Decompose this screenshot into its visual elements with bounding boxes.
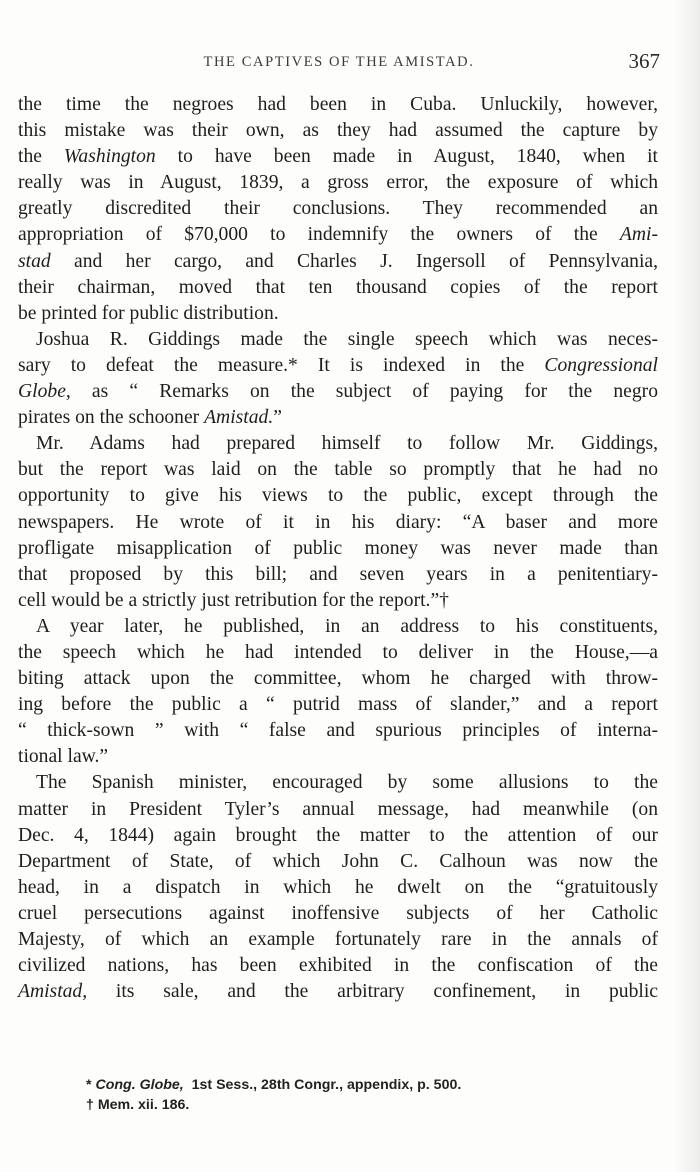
- text-run: A year later, he published, in an address to his constituents,: [36, 615, 658, 637]
- text-line: [18, 301, 658, 327]
- text-run: pirates on the schooner: [18, 407, 205, 429]
- text-line: [18, 979, 658, 1005]
- italic-text: Ami-: [619, 224, 658, 246]
- text-line: [18, 379, 658, 405]
- text-run: the speech which he had intended to deliver in the House,—a: [18, 641, 658, 663]
- text-line: [18, 562, 658, 588]
- text-line: [18, 744, 658, 770]
- text-run: really was in August, 1839, a gross error, the exposure of which: [18, 172, 658, 194]
- text-line: [18, 927, 658, 953]
- text-line: [18, 222, 658, 248]
- text-line: [18, 823, 658, 849]
- text-line: [18, 353, 658, 379]
- italic-text: Amistad.: [204, 407, 274, 429]
- text-run: and her cargo, and Charles J. Ingersoll of Pennsylvania,: [50, 250, 658, 272]
- text-run: cell would be a strictly just retribution for the report.”†: [18, 589, 449, 611]
- text-line: [18, 457, 658, 483]
- text-line: [18, 614, 658, 640]
- text-run: profligate misapplication of public money was never made than: [18, 537, 658, 559]
- text-line: [18, 327, 658, 353]
- text-run: Joshua R. Giddings made the single speech which was neces-: [36, 328, 658, 350]
- text-line: [18, 249, 658, 275]
- footnote-1-rest: 1st Sess., 28th Congr., appendix, p. 500.: [183, 1077, 462, 1093]
- text-line: [18, 640, 658, 666]
- text-line: [18, 588, 658, 614]
- text-run: The Spanish minister, encouraged by some allusions to the: [36, 772, 658, 794]
- text-run: Mr. Adams had prepared himself to follow Mr. Giddings,: [36, 433, 658, 455]
- text-run: to have been made in August, 1840, when it: [155, 146, 658, 168]
- italic-text: Congressional: [544, 354, 658, 376]
- footnote-1: [86, 1075, 461, 1095]
- text-run: ”: [273, 407, 282, 429]
- page-number: 367: [628, 49, 660, 73]
- text-line: [18, 275, 658, 301]
- footnote-1-source: Cong. Globe,: [95, 1077, 184, 1093]
- text-line: [18, 92, 658, 118]
- text-line: [18, 483, 658, 509]
- text-run: be printed for public distribution.: [18, 302, 279, 324]
- text-run: matter in President Tyler’s annual message, had meanwhile (on: [18, 798, 658, 820]
- text-line: [18, 118, 658, 144]
- page-edge-shadow: [674, 0, 700, 1172]
- text-run: biting attack upon the committee, whom he charged with throw-: [18, 668, 658, 690]
- text-line: [18, 692, 658, 718]
- text-run: tional law.”: [18, 746, 109, 768]
- footnotes: [86, 1075, 461, 1115]
- text-run: “ thick-sown ” with “ false and spurious principles of interna-: [18, 720, 658, 742]
- text-run: Department of State, of which John C. Calhoun was now the: [18, 850, 658, 872]
- text-line: [18, 536, 658, 562]
- text-run: as “ Remarks on the subject of paying for the negro: [70, 381, 658, 403]
- text-run: that proposed by this bill; and seven years in a penitentiary-: [18, 563, 658, 585]
- italic-text: Globe,: [18, 381, 71, 403]
- text-run: newspapers. He wrote of it in his diary: “A baser and more: [18, 511, 658, 533]
- text-line: [18, 718, 658, 744]
- italic-text: Amistad,: [18, 981, 88, 1003]
- text-run: greatly discredited their conclusions. They recommended an: [18, 198, 658, 220]
- italic-text: stad: [18, 250, 51, 272]
- text-line: [18, 510, 658, 536]
- text-run: head, in a dispatch in which he dwelt on the “gratuitously: [18, 876, 658, 898]
- text-run: their chairman, moved that ten thousand copies of the report: [18, 276, 658, 298]
- text-run: its sale, and the arbitrary confinement, in public: [87, 981, 658, 1003]
- text-run: appropriation of $70,000 to indemnify the owners of the: [18, 224, 620, 246]
- running-head: [18, 49, 660, 78]
- text-run: cruel persecutions against inoffensive subjects of her Catholic: [18, 902, 658, 924]
- text-run: the time the negroes had been in Cuba. Unluckily, however,: [18, 94, 658, 115]
- body-text: [18, 92, 658, 1005]
- footnote-1-mark: *: [86, 1077, 96, 1093]
- text-line: [18, 770, 658, 796]
- text-run: Dec. 4, 1844) again brought the matter to the attention of our: [18, 824, 658, 846]
- footnote-2: † Mem. xii. 186.: [86, 1097, 190, 1113]
- text-line: [18, 170, 658, 196]
- text-run: but the report was laid on the table so promptly that he had no: [18, 459, 658, 481]
- text-run: this mistake was their own, as they had assumed the capture by: [18, 120, 658, 142]
- text-line: [18, 797, 658, 823]
- text-line: [18, 666, 658, 692]
- text-line: [18, 196, 658, 222]
- text-run: Majesty, of which an example fortunately rare in the annals of: [18, 929, 658, 950]
- text-line: [18, 144, 658, 170]
- text-line: [18, 405, 658, 431]
- text-run: civilized nations, has been exhibited in the confiscation of the: [18, 955, 658, 977]
- text-line: [18, 849, 658, 875]
- running-title: THE CAPTIVES OF THE AMISTAD.: [203, 54, 475, 70]
- italic-text: Washington: [63, 146, 156, 168]
- text-run: ing before the public a “ putrid mass of slander,” and a report: [18, 694, 658, 716]
- text-line: [18, 431, 658, 457]
- text-line: [18, 901, 658, 927]
- text-run: opportunity to give his views to the public, except through the: [18, 485, 658, 507]
- text-line: [18, 953, 658, 979]
- text-line: [18, 875, 658, 901]
- text-run: sary to defeat the measure.* It is indexed in the: [18, 354, 545, 376]
- text-run: the: [18, 146, 64, 168]
